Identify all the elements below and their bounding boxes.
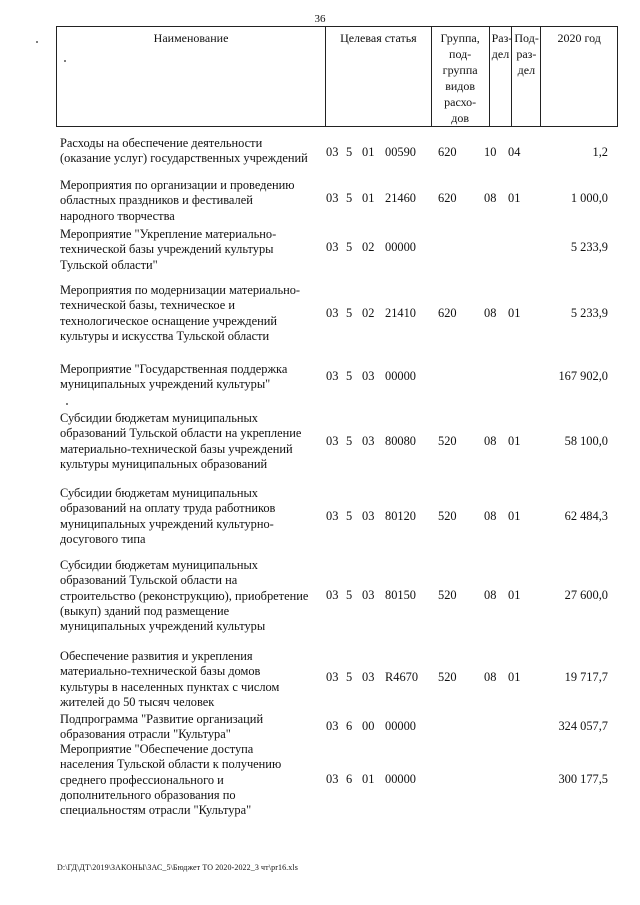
target-program: 03 xyxy=(326,306,339,320)
target-direction: 80150 xyxy=(385,588,416,602)
expense-group: 620 xyxy=(438,306,457,320)
target-subprogram: 5 xyxy=(346,369,353,383)
amount-2020: 167 902,0 xyxy=(558,369,608,383)
target-event: 00 xyxy=(362,719,375,733)
target-event: 02 xyxy=(362,306,375,320)
header-subsection-line: Под- xyxy=(514,31,539,45)
header-group-line: Группа, xyxy=(440,31,480,45)
header-section-line: дел xyxy=(491,47,510,61)
header-subsection-line: дел xyxy=(517,63,536,77)
target-program: 03 xyxy=(326,434,339,448)
header-group xyxy=(431,27,489,127)
row-name-line: образований на оплату труда работников xyxy=(60,501,276,516)
row-name-line: Мероприятие "Государственная поддержка xyxy=(60,362,288,376)
target-direction: 00000 xyxy=(385,772,416,786)
amount-2020: 1,2 xyxy=(592,145,608,159)
row-name-line: образования отрасли "Культура" xyxy=(60,727,231,742)
header-section xyxy=(489,27,512,127)
amount-2020: 5 233,9 xyxy=(570,306,608,320)
target-program: 03 xyxy=(326,588,339,602)
row-name-line: Обеспечение развития и укрепления xyxy=(60,649,253,663)
subsection-code: 01 xyxy=(508,191,521,205)
section-code: 08 xyxy=(484,191,497,205)
target-direction: 80120 xyxy=(385,509,416,523)
header-section-line: Раз- xyxy=(491,31,513,45)
footer-file-path: D:\ГД\ДТ\2019\ЗАКОНЫ\ЗАС_5\Бюджет ТО 2020-2022_3 чт\pr16.xls xyxy=(57,863,298,872)
target-subprogram: 6 xyxy=(346,719,353,733)
header-group-line: группа xyxy=(442,63,478,77)
target-subprogram: 5 xyxy=(346,240,353,254)
row-name-line: народного творчества xyxy=(60,208,175,223)
target-event: 03 xyxy=(362,509,375,523)
expense-group: 520 xyxy=(438,509,457,523)
target-event: 01 xyxy=(362,772,375,786)
row-name-line: Субсидии бюджетам муниципальных xyxy=(60,486,259,500)
row-name-line: Расходы на обеспечение деятельности xyxy=(60,136,263,150)
row-name xyxy=(60,712,322,743)
target-program: 03 xyxy=(326,772,339,786)
target-event: 02 xyxy=(362,240,375,254)
row-name xyxy=(60,178,322,224)
target-program: 03 xyxy=(326,240,339,254)
row-name-line: Мероприятие "Укрепление материально- xyxy=(60,227,277,241)
row-name xyxy=(60,411,322,472)
subsection-code: 01 xyxy=(508,434,521,448)
row-name-line: культуры в населенных пунктах с числом xyxy=(60,679,280,694)
scan-speck xyxy=(64,60,66,62)
target-program: 03 xyxy=(326,719,339,733)
header-year: 2020 год xyxy=(541,27,618,127)
amount-2020: 300 177,5 xyxy=(558,772,608,786)
row-name-line: (оказание услуг) государственных учреждений xyxy=(60,151,308,166)
expense-group: 520 xyxy=(438,588,457,602)
amount-2020: 19 717,7 xyxy=(564,670,608,684)
subsection-code: 04 xyxy=(508,145,521,159)
target-subprogram: 5 xyxy=(346,191,353,205)
target-direction: 00000 xyxy=(385,369,416,383)
target-subprogram: 5 xyxy=(346,509,353,523)
target-subprogram: 5 xyxy=(346,588,353,602)
row-name-line: технической базы, техническое и xyxy=(60,298,235,313)
amount-2020: 5 233,9 xyxy=(570,240,608,254)
row-name xyxy=(60,227,322,273)
header-name: Наименование xyxy=(57,27,326,127)
amount-2020: 324 057,7 xyxy=(558,719,608,733)
target-program: 03 xyxy=(326,509,339,523)
row-name-line: Мероприятие "Обеспечение доступа xyxy=(60,742,254,756)
row-name-line: материально-технической базы учреждений xyxy=(60,441,293,456)
amount-2020: 58 100,0 xyxy=(564,434,608,448)
target-program: 03 xyxy=(326,191,339,205)
section-code: 08 xyxy=(484,434,497,448)
expense-group: 520 xyxy=(438,434,457,448)
target-event: 03 xyxy=(362,670,375,684)
row-name xyxy=(60,486,322,547)
target-subprogram: 5 xyxy=(346,670,353,684)
section-code: 10 xyxy=(484,145,497,159)
header-group-line: под- xyxy=(449,47,472,61)
target-event: 03 xyxy=(362,588,375,602)
row-name xyxy=(60,283,322,344)
row-name-line: (выкуп) зданий под размещение xyxy=(60,603,230,618)
row-name-line: муниципальных учреждений культуры" xyxy=(60,377,271,392)
row-name-line: муниципальных учреждений культурно- xyxy=(60,516,274,531)
row-name-line: досугового типа xyxy=(60,531,146,546)
header-subsection xyxy=(512,27,541,127)
target-direction: 00000 xyxy=(385,240,416,254)
target-subprogram: 6 xyxy=(346,772,353,786)
row-name-line: образований Тульской области на укрепление xyxy=(60,426,302,441)
header-target-article: Целевая статья xyxy=(326,27,432,127)
row-name xyxy=(60,558,322,634)
target-direction: R4670 xyxy=(385,670,419,684)
subsection-code: 01 xyxy=(508,509,521,523)
row-name-line: областных праздников и фестивалей xyxy=(60,193,253,208)
scan-speck xyxy=(66,403,68,405)
amount-2020: 62 484,3 xyxy=(564,509,608,523)
section-code: 08 xyxy=(484,588,497,602)
row-name xyxy=(60,742,322,818)
expense-group: 520 xyxy=(438,670,457,684)
table-header xyxy=(56,26,618,127)
amount-2020: 27 600,0 xyxy=(564,588,608,602)
row-name-line: специальностям отрасли "Культура" xyxy=(60,803,252,818)
target-event: 01 xyxy=(362,191,375,205)
page-number: 36 xyxy=(314,13,326,25)
amount-2020: 1 000,0 xyxy=(570,191,608,205)
row-name xyxy=(60,362,322,393)
target-subprogram: 5 xyxy=(346,306,353,320)
target-subprogram: 5 xyxy=(346,145,353,159)
header-group-line: расхо- xyxy=(444,95,477,109)
target-program: 03 xyxy=(326,145,339,159)
header-group-line: видов xyxy=(445,79,476,93)
target-direction: 00590 xyxy=(385,145,416,159)
scan-speck xyxy=(36,41,38,43)
header-subsection-line: раз- xyxy=(516,47,537,61)
row-name-line: Мероприятия по организации и проведению xyxy=(60,178,295,192)
row-name xyxy=(60,136,322,167)
row-name-line: населения Тульской области к получению xyxy=(60,757,282,772)
row-name-line: Субсидии бюджетам муниципальных xyxy=(60,558,259,572)
row-name-line: технической базы учреждений культуры xyxy=(60,242,274,257)
row-name-line: строительство (реконструкцию), приобретение xyxy=(60,588,309,603)
expense-group: 620 xyxy=(438,145,457,159)
target-direction: 21410 xyxy=(385,306,416,320)
row-name-line: Мероприятия по модернизации материально- xyxy=(60,283,301,297)
target-event: 03 xyxy=(362,434,375,448)
subsection-code: 01 xyxy=(508,670,521,684)
target-direction: 80080 xyxy=(385,434,416,448)
row-name-line: культуры и искусства Тульской области xyxy=(60,328,270,343)
row-name-line: муниципальных учреждений культуры xyxy=(60,619,266,634)
expense-group: 620 xyxy=(438,191,457,205)
row-name xyxy=(60,649,322,710)
target-subprogram: 5 xyxy=(346,434,353,448)
row-name-line: Подпрограмма "Развитие организаций xyxy=(60,712,264,726)
row-name-line: материально-технической базы домов xyxy=(60,664,261,679)
subsection-code: 01 xyxy=(508,306,521,320)
row-name-line: среднего профессионального и xyxy=(60,772,224,787)
target-direction: 00000 xyxy=(385,719,416,733)
row-name-line: культуры муниципальных образований xyxy=(60,456,268,471)
subsection-code: 01 xyxy=(508,588,521,602)
row-name-line: образований Тульской области на xyxy=(60,573,238,588)
section-code: 08 xyxy=(484,509,497,523)
header-group-line: дов xyxy=(451,111,470,125)
target-program: 03 xyxy=(326,670,339,684)
target-event: 03 xyxy=(362,369,375,383)
section-code: 08 xyxy=(484,306,497,320)
row-name-line: дополнительного образования по xyxy=(60,787,236,802)
row-name-line: технологическое оснащение учреждений xyxy=(60,313,277,328)
target-event: 01 xyxy=(362,145,375,159)
row-name-line: Субсидии бюджетам муниципальных xyxy=(60,411,259,425)
target-direction: 21460 xyxy=(385,191,416,205)
row-name-line: Тульской области" xyxy=(60,257,158,272)
row-name-line: жителей до 50 тысяч человек xyxy=(60,694,215,709)
target-program: 03 xyxy=(326,369,339,383)
section-code: 08 xyxy=(484,670,497,684)
